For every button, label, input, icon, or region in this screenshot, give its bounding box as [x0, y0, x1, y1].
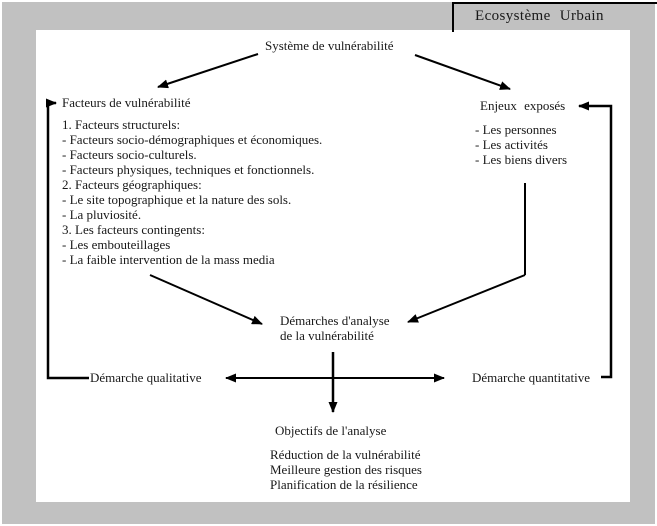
qualitative-label: Démarche qualitative	[90, 370, 202, 385]
stake-item: - Les personnes	[475, 122, 557, 137]
factors-title: Facteurs de vulnérabilité	[62, 95, 191, 110]
objective-item: Réduction de la vulnérabilité	[270, 447, 421, 462]
objectives-list	[270, 447, 422, 492]
factor-item: - Facteurs socio-démographiques et économiques.	[62, 132, 323, 147]
analysis-label	[280, 313, 390, 343]
factor-item: - La pluviosité.	[62, 207, 142, 222]
quantitative-label: Démarche quantitative	[472, 370, 591, 385]
stakes-title: Enjeux exposés	[480, 98, 566, 113]
diagram-title: Système de vulnérabilité	[265, 38, 394, 53]
objective-item: Meilleure gestion des risques	[270, 462, 422, 477]
factor-item: - Les embouteillages	[62, 237, 171, 252]
factor-item: 2. Facteurs géographiques:	[62, 177, 202, 192]
factor-item: - Le site topographique et la nature des sols.	[62, 192, 292, 207]
factors-list	[62, 117, 322, 267]
objectives-title: Objectifs de l'analyse	[275, 423, 387, 438]
ecosystem-label: Ecosystème Urbain	[475, 8, 604, 24]
stakes-list	[475, 122, 567, 167]
factor-item: 1. Facteurs structurels:	[62, 117, 181, 132]
factor-item: - Facteurs socio-culturels.	[62, 147, 197, 162]
objective-item: Planification de la résilience	[270, 477, 418, 492]
factor-item: - La faible intervention de la mass media	[62, 252, 275, 267]
analysis-label-line1: Démarches d'analyse	[280, 313, 390, 328]
stake-item: - Les activités	[475, 137, 548, 152]
factor-item: - Facteurs physiques, techniques et fonctionnels.	[62, 162, 315, 177]
analysis-label-line2: de la vulnérabilité	[280, 328, 374, 343]
stake-item: - Les biens divers	[475, 152, 568, 167]
ecosystem-label-box	[452, 2, 657, 32]
factor-item: 3. Les facteurs contingents:	[62, 222, 205, 237]
